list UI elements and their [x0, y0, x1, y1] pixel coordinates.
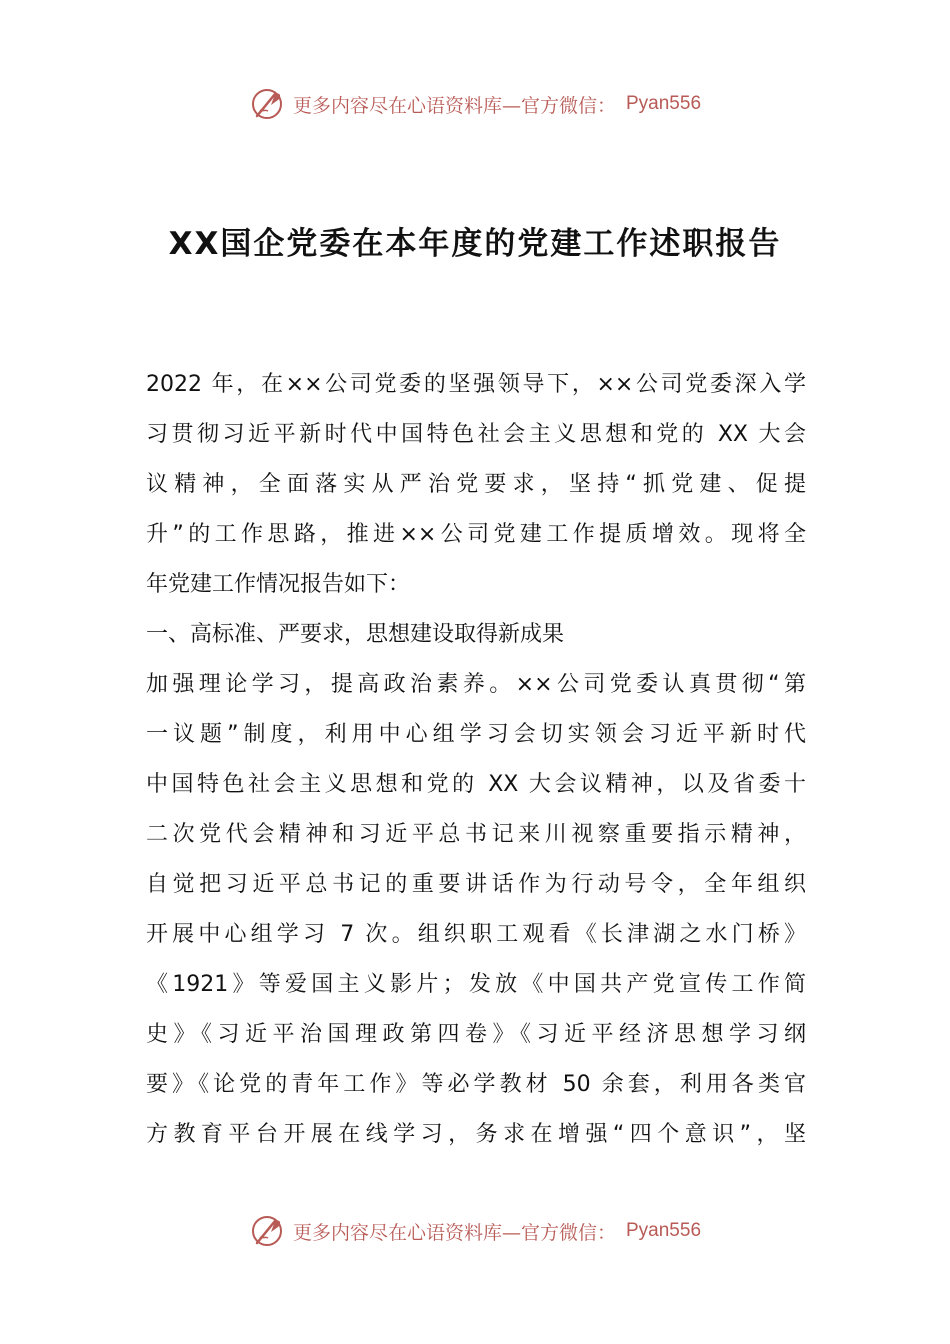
body-line: 年党建工作情况报告如下：: [146, 572, 411, 597]
body-line: 史》《习近平治国理政第四卷》《习近平经济思想学习纲: [146, 1022, 806, 1047]
footer-watermark-id: Pyan556: [626, 1220, 702, 1241]
body-line: 《1921》等爱国主义影片；发放《中国共产党宣传工作简: [146, 972, 806, 997]
quill-logo-icon: [249, 86, 285, 122]
body-line: 2022 年，在××公司党委的坚强领导下，××公司党委深入学: [146, 372, 806, 397]
body-line: 要》《论党的青年工作》等必学教材 50 余套，利用各类官: [146, 1072, 806, 1097]
section-heading: 一、高标准、严要求，思想建设取得新成果: [146, 622, 565, 647]
body-line: 中国特色社会主义思想和党的 XX 大会议精神，以及省委十: [146, 772, 806, 797]
document-title: XX国企党委在本年度的党建工作述职报告: [168, 226, 782, 262]
document-body: [146, 360, 806, 1160]
body-line: 议精神，全面落实从严治党要求，坚持“抓党建、促提: [146, 472, 806, 497]
footer-watermark: [0, 1211, 950, 1251]
body-line: 升”的工作思路，推进××公司党建工作提质增效。现将全: [146, 522, 806, 547]
body-line: 开展中心组学习 7 次。组织职工观看《长津湖之水门桥》: [146, 922, 806, 947]
body-line: 方教育平台开展在线学习，务求在增强“四个意识”，坚: [146, 1122, 806, 1147]
quill-logo-icon: [249, 1213, 285, 1249]
header-watermark-id: Pyan556: [626, 93, 702, 114]
header-watermark: [0, 84, 950, 124]
header-watermark-text: 更多内容尽在心语资料库—官方微信：: [292, 94, 616, 117]
body-line: 二次党代会精神和习近平总书记来川视察重要指示精神，: [146, 822, 806, 847]
body-line: 加强理论学习，提高政治素养。××公司党委认真贯彻“第: [146, 672, 806, 697]
body-line: 一议题”制度，利用中心组学习会切实领会习近平新时代: [146, 722, 806, 747]
footer-watermark-text: 更多内容尽在心语资料库—官方微信：: [292, 1221, 616, 1244]
body-line: 习贯彻习近平新时代中国特色社会主义思想和党的 XX 大会: [146, 422, 806, 447]
body-line: 自觉把习近平总书记的重要讲话作为行动号令，全年组织: [146, 872, 806, 897]
